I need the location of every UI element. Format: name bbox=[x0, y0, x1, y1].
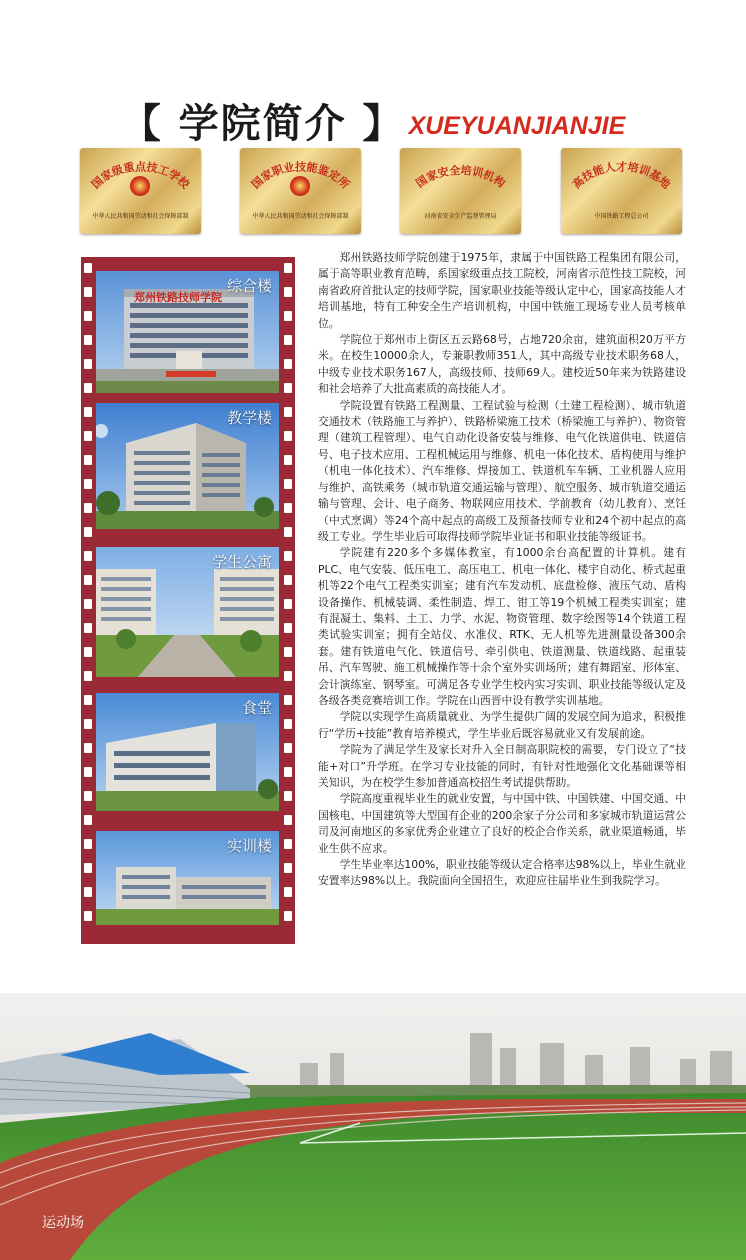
film-hole bbox=[84, 767, 92, 777]
film-hole bbox=[84, 383, 92, 393]
photo-stadium bbox=[0, 993, 746, 1260]
film-hole bbox=[84, 335, 92, 345]
film-hole bbox=[84, 815, 92, 825]
film-hole bbox=[84, 743, 92, 753]
page-title bbox=[0, 92, 746, 149]
intro-paragraph: 学院设置有铁路工程测量、工程试验与检测（土建工程检测）、城市轨道交通技术（铁路施工与养护）、铁路桥梁施工技术（桥梁施工与养护）、物资管理（建筑工程管理）、电气自动化设备安装与维修、电气化铁道供电、铁道信号、电子技术应用、工程机械运用与维修、机电一体化技术、盾构使用与维护（机电一体化技术）、汽车维修、焊接加工、铁道机车车辆、工业机器人应用与维护、高铁乘务（城市轨道交通运输与管理）、航空服务、城市轨道交通运输与管理、会计、电子商务、物联网应用技术、学前教育（幼儿教育）、烹饪（中式烹调）等24个高中起点的高级工及预备技师专业和24个初中起点的高级工专业。学生毕业后可取得技师学院毕业证书和职业技能等级证书。 bbox=[318, 398, 686, 543]
film-hole bbox=[284, 359, 292, 369]
film-hole bbox=[284, 647, 292, 657]
film-hole bbox=[84, 455, 92, 465]
photo-label: 实训楼 bbox=[226, 837, 272, 855]
intro-paragraph: 郑州铁路技师学院创建于1975年，隶属于中国铁路工程集团有限公司，属于高等职业教育范畴，系国家级重点技工院校，河南省示范性技工院校，河南省政府首批认定的技师学院，国家职业技能等级认定中心，国家高技能人才培训基地，特有工种安全生产培训机构，中国中铁施工现场专业人员考核单位。 bbox=[318, 251, 686, 330]
photo-label: 食堂 bbox=[241, 699, 272, 717]
photo-film-strip bbox=[81, 257, 295, 944]
film-hole bbox=[284, 575, 292, 585]
building-sign: 郑州铁路技师学院 bbox=[134, 291, 222, 304]
film-hole bbox=[84, 599, 92, 609]
svg-text:高技能人才培训基地 bbox=[569, 159, 673, 191]
film-hole bbox=[84, 575, 92, 585]
svg-text:国家安全培训机构 bbox=[413, 163, 508, 190]
intro-paragraph: 学院高度重视毕业生的就业安置，与中国中铁、中国铁建、中国交通、中国核电、中国建筑等大型国有企业的200余家子分公司和多家城市轨道运营公司及河南地区的多家优秀企业建立了良好的校企合作关系，就业渠道畅通，毕业生供不应求。 bbox=[318, 792, 686, 855]
film-hole bbox=[284, 311, 292, 321]
national-emblem-icon bbox=[290, 176, 310, 196]
film-hole bbox=[84, 791, 92, 801]
plaque-title: 国家职业技能鉴定所 bbox=[249, 160, 352, 192]
plaque-title: 国家级重点技工学校 bbox=[89, 160, 192, 192]
film-hole bbox=[84, 407, 92, 417]
title-zh: 【 学院简介 】 bbox=[120, 101, 405, 147]
film-hole bbox=[284, 743, 292, 753]
film-hole bbox=[84, 359, 92, 369]
film-hole bbox=[284, 431, 292, 441]
film-hole bbox=[284, 815, 292, 825]
intro-paragraph: 学院为了满足学生及家长对升入全日制高职院校的需要，专门设立了“技能+对口”升学班。在学习专业技能的同时，有针对性地强化文化基础课等相关知识，为在校学生参加普通高校招生考试提供帮助。 bbox=[318, 743, 686, 789]
film-hole bbox=[284, 791, 292, 801]
film-hole bbox=[284, 671, 292, 681]
film-hole bbox=[284, 839, 292, 849]
plaque bbox=[561, 148, 682, 234]
film-hole bbox=[84, 431, 92, 441]
photo-label: 运动场 bbox=[42, 1215, 84, 1231]
plaque-arc-title bbox=[400, 154, 521, 204]
film-hole bbox=[84, 527, 92, 537]
plaque bbox=[240, 148, 361, 234]
plaque-issuer: 中华人民共和国劳动和社会保障部制 bbox=[92, 213, 189, 220]
film-hole bbox=[284, 263, 292, 273]
film-hole bbox=[284, 287, 292, 297]
film-hole bbox=[284, 383, 292, 393]
plaque-title: 国家安全培训机构 bbox=[413, 163, 508, 191]
plaque-issuer: 中华人民共和国劳动和社会保障部制 bbox=[252, 213, 349, 220]
film-hole bbox=[284, 863, 292, 873]
film-hole bbox=[284, 503, 292, 513]
intro-paragraph: 学院位于郑州市上街区五云路68号，占地720余亩，建筑面积20万平方米。在校生10000余人，专兼职教师351人，其中高级专业技术职务68人，中级专业技术职务167人，高级技师、技师69人。建校近50年来为铁路建设和社会培养了大批高素质的高技能人才。 bbox=[318, 333, 686, 396]
film-hole bbox=[84, 311, 92, 321]
intro-paragraph: 学院建有220多个多媒体教室，有1000余台高配置的计算机。建有PLC、电气安装、低压电工、高压电工、机电一体化、楼宇自动化、桥式起重机等22个电气工程类实训室；建有汽车发动机、底盘检修、液压气动、盾构设备操作、机械装调、柔性制造、焊工、钳工等19个机械工程类实训室；建有混凝土、集料、土工、力学、水泥、物资管理、数字绘图等14个铁道工程类试验实训室；拥有全站仪、水准仪、RTK、无人机等先进测量设备300余套。建有铁道电气化、铁道信号、牵引供电、铁道测量、铁道线路、起重装吊、汽车驾驶、施工机械操作等十余个室外实训场所；建有舞蹈室、形体室、会计演练室、钢琴室。可满足各专业学生校内实习实训、职业技能等级认定及各级各类竞赛培训工作。学院在山西晋中设有教学实训基地。 bbox=[318, 546, 686, 707]
film-hole bbox=[284, 767, 292, 777]
title-en: XUEYUANJIANJIE bbox=[408, 112, 626, 140]
film-hole bbox=[284, 623, 292, 633]
photo-comprehensive-building bbox=[96, 271, 279, 393]
film-hole bbox=[284, 527, 292, 537]
film-hole bbox=[84, 839, 92, 849]
photo-student-dormitory bbox=[96, 547, 279, 677]
plaque-title: 高技能人才培训基地 bbox=[570, 160, 673, 192]
film-hole bbox=[284, 551, 292, 561]
intro-text bbox=[318, 250, 686, 890]
photo-teaching-building bbox=[96, 403, 279, 529]
national-emblem-icon bbox=[130, 176, 150, 196]
film-hole bbox=[284, 479, 292, 489]
film-hole bbox=[84, 623, 92, 633]
film-hole bbox=[284, 455, 292, 465]
film-hole bbox=[84, 287, 92, 297]
film-hole bbox=[284, 887, 292, 897]
film-hole bbox=[84, 263, 92, 273]
photo-label: 教学楼 bbox=[226, 409, 272, 427]
film-hole bbox=[84, 551, 92, 561]
film-hole bbox=[284, 911, 292, 921]
intro-paragraph: 学院以实现学生高质量就业、为学生提供广阔的发展空间为追求，积极推行“学历+技能”教育培养模式，学生毕业后既容易就业又有发展前途。 bbox=[318, 710, 686, 740]
film-hole bbox=[84, 887, 92, 897]
film-hole bbox=[284, 695, 292, 705]
film-hole bbox=[284, 407, 292, 417]
plaque-arc-title bbox=[561, 154, 682, 204]
plaque-issuer: 中国铁路工程总公司 bbox=[594, 213, 649, 220]
film-hole bbox=[284, 599, 292, 609]
photo-canteen bbox=[96, 693, 279, 811]
plaque bbox=[400, 148, 521, 234]
film-hole bbox=[84, 503, 92, 513]
plaque bbox=[80, 148, 201, 234]
film-hole bbox=[84, 695, 92, 705]
photo-training-building bbox=[96, 831, 279, 925]
film-hole bbox=[84, 863, 92, 873]
film-hole bbox=[84, 911, 92, 921]
film-hole bbox=[84, 647, 92, 657]
film-hole bbox=[84, 671, 92, 681]
film-hole bbox=[84, 479, 92, 489]
intro-paragraph: 学生毕业率达100%，职业技能等级认定合格率达98%以上，毕业生就业安置率达98%以上。我院面向全国招生，欢迎应往届毕业生到我院学习。 bbox=[318, 858, 686, 888]
honor-plaques bbox=[80, 148, 682, 234]
photo-label: 学生公寓 bbox=[211, 553, 272, 571]
film-hole bbox=[284, 719, 292, 729]
film-hole bbox=[84, 719, 92, 729]
film-hole bbox=[284, 335, 292, 345]
photo-label: 综合楼 bbox=[226, 277, 272, 295]
plaque-issuer: 河南省安全生产监督管理局 bbox=[424, 213, 497, 220]
